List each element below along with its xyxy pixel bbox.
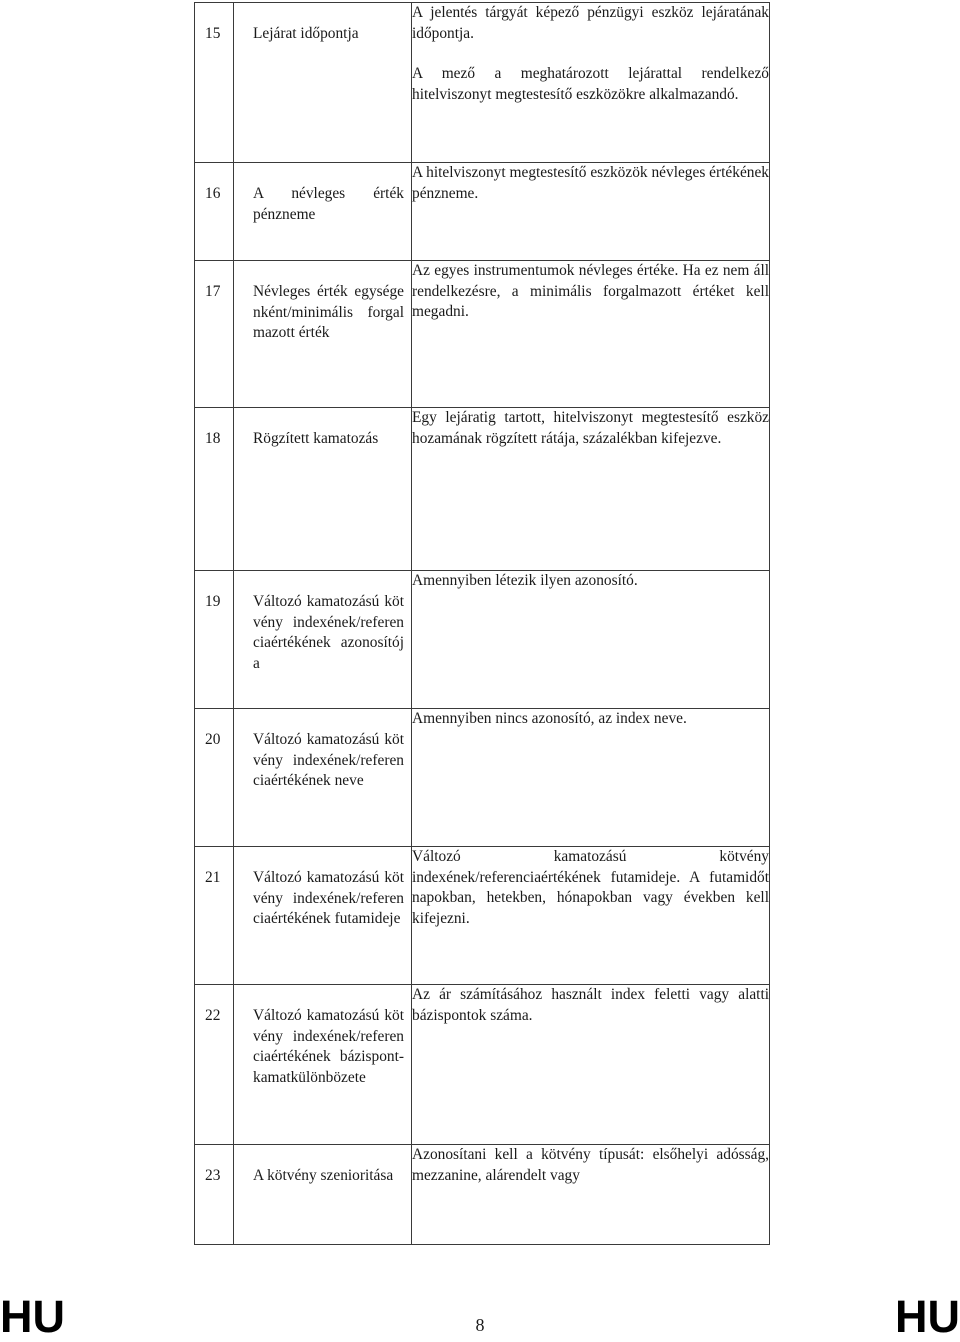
field-description: Egy lejáratig tartott, hitelviszonyt megtestesítő eszköz hozamának rögzített rátája, százalékban kifejezve. [412, 409, 769, 447]
field-description-cell [412, 847, 770, 985]
field-description: Az ár számításához használt index feletti vagy alatti bázispontok száma. [412, 986, 769, 1024]
table-row [195, 571, 770, 709]
table-body [195, 3, 770, 1245]
row-number: 21 [205, 869, 221, 886]
field-name-cell [234, 571, 412, 709]
field-description: Az egyes instrumentumok névleges értéke. Ha ez nem áll rendelkezésre, a minimális forgalmazott értéket kell megadni. [412, 262, 769, 320]
field-description: A jelentés tárgyát képező pénzügyi eszköz lejáratának időpontja. [412, 4, 769, 42]
field-name: Változó kamatozású kötvény indexének/referenciaértékének bázispont-kamatkülönbözete [253, 1007, 404, 1086]
field-description-cell [412, 408, 770, 571]
row-number-cell [195, 163, 234, 261]
field-description: Változó kamatozású kötvény indexének/referenciaértékének futamideje. A futamidőt napokban, hetekben, hónapokban vagy években kell kifejezni. [412, 848, 769, 927]
field-name: Névleges érték egységenként/minimális forgalmazott érték [253, 283, 404, 341]
field-description-cell [412, 985, 770, 1145]
field-name-cell [234, 847, 412, 985]
table-row [195, 3, 770, 163]
row-number-cell [195, 709, 234, 847]
field-description: Amennyiben nincs azonosító, az index neve. [412, 710, 687, 727]
field-name: Változó kamatozású kötvény indexének/referenciaértékének azonosítója [253, 593, 404, 672]
footer-language-label-right: HU [895, 1291, 960, 1342]
field-description: A mező a meghatározott lejárattal rendelkező hitelviszonyt megtestesítő eszközökre alkalmazandó. [412, 65, 769, 103]
field-name: Változó kamatozású kötvény indexének/referenciaértékének futamideje [253, 869, 404, 927]
row-number-cell [195, 261, 234, 408]
table-row [195, 261, 770, 408]
row-number-cell [195, 847, 234, 985]
field-name-cell [234, 261, 412, 408]
table-row [195, 985, 770, 1145]
row-number: 19 [205, 593, 221, 610]
field-name: Rögzített kamatozás [253, 430, 379, 447]
row-number: 18 [205, 430, 221, 447]
field-name-cell [234, 1145, 412, 1245]
document-table [194, 2, 770, 1245]
row-number-cell [195, 3, 234, 163]
table-row [195, 163, 770, 261]
field-name-cell [234, 163, 412, 261]
field-name: A névleges érték pénzneme [253, 185, 404, 223]
field-name-cell [234, 3, 412, 163]
field-name: Változó kamatozású kötvény indexének/referenciaértékének neve [253, 731, 404, 789]
field-description: A hitelviszonyt megtestesítő eszközök névleges értékének pénzneme. [412, 164, 769, 202]
row-number: 16 [205, 185, 221, 202]
row-number: 17 [205, 283, 221, 300]
row-number-cell [195, 1145, 234, 1245]
row-number-cell [195, 571, 234, 709]
table-row [195, 847, 770, 985]
field-description-cell [412, 709, 770, 847]
table-row [195, 709, 770, 847]
field-description-cell [412, 3, 770, 163]
row-number-cell [195, 985, 234, 1145]
table-row [195, 1145, 770, 1245]
row-number: 20 [205, 731, 221, 748]
field-name-cell [234, 408, 412, 571]
page-number: 8 [475, 1315, 485, 1335]
field-description-cell [412, 571, 770, 709]
field-description-cell [412, 163, 770, 261]
row-number-cell [195, 408, 234, 571]
row-number: 23 [205, 1167, 221, 1184]
field-name-cell [234, 709, 412, 847]
field-name: Lejárat időpontja [253, 25, 359, 42]
row-number: 15 [205, 25, 221, 42]
field-description-cell [412, 1145, 770, 1245]
field-description: Azonosítani kell a kötvény típusát: elsőhelyi adósság, mezzanine, alárendelt vagy [412, 1146, 769, 1184]
row-number: 22 [205, 1007, 221, 1024]
field-description: Amennyiben létezik ilyen azonosító. [412, 572, 638, 589]
field-name-cell [234, 985, 412, 1145]
field-description-cell [412, 261, 770, 408]
field-name: A kötvény szenioritása [253, 1167, 394, 1184]
table-row [195, 408, 770, 571]
footer-language-label-left: HU [0, 1291, 65, 1342]
